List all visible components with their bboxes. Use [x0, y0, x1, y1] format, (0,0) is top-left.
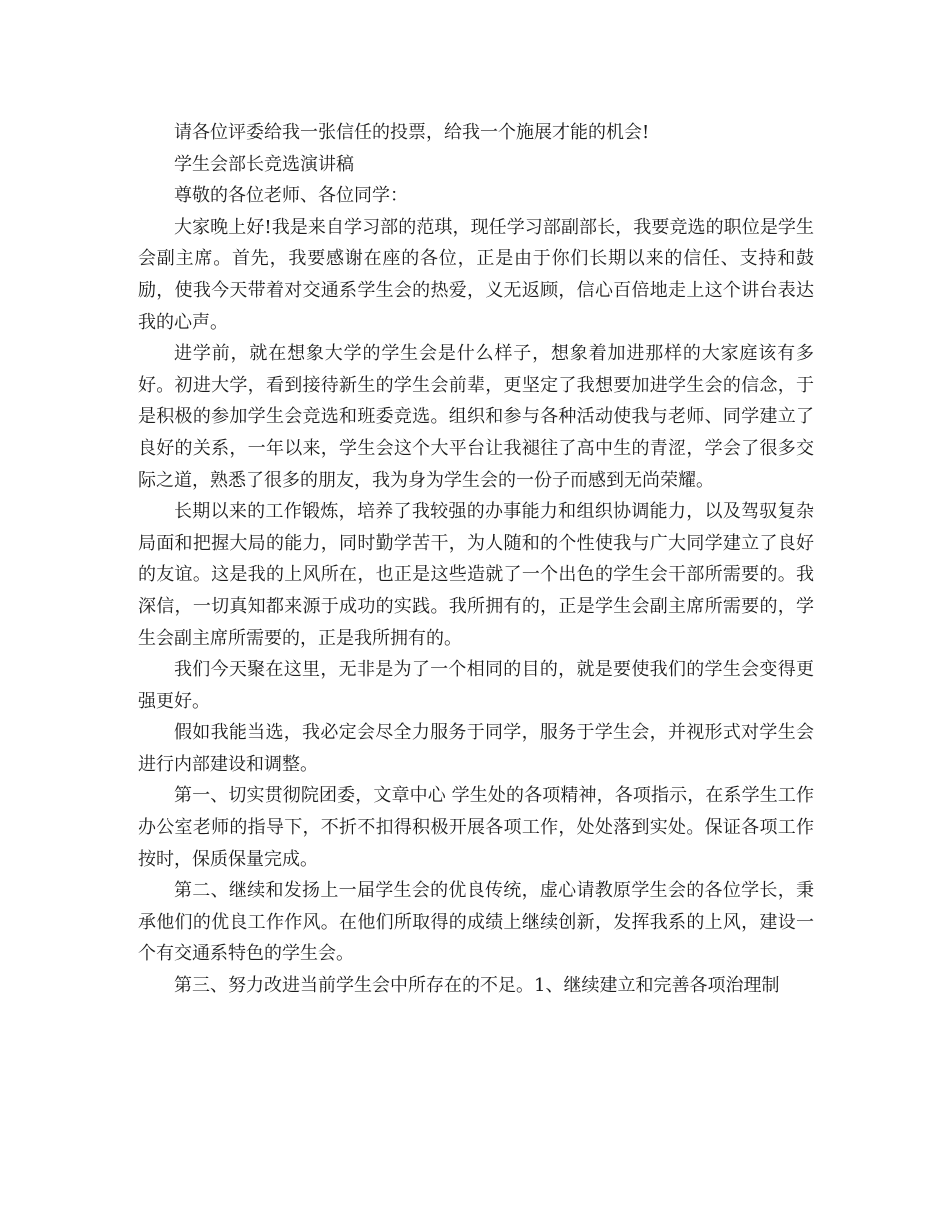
paragraph-commitment: 假如我能当选，我必定会尽全力服务于同学，服务于学生会，并视形式对学生会进行内部建设和调整。 — [138, 722, 814, 775]
paragraph-purpose: 我们今天聚在这里，无非是为了一个相同的目的，就是要使我们的学生会变得更强更好。 — [138, 659, 814, 712]
paragraph-background: 进学前，就在想象大学的学生会是什么样子，想象着加进那样的大家庭该有多好。初进大学，看到接待新生的学生会前辈，更坚定了我想要加进学生会的信念，于是积极的参加学生会竞选和班委竞选。组织和参与各种活动使我与老师、同学建立了良好的关系，一年以来，学生会这个大平台让我褪往了高中生的青涩，学会了很多交际之道，熟悉了很多的朋友，我为身为学生会的一份子而感到无尚荣耀。 — [138, 343, 814, 491]
paragraph-strengths: 长期以来的工作锻炼，培养了我较强的办事能力和组织协调能力，以及驾驭复杂局面和把握大局的能力，同时勤学苦干，为人随和的个性使我与广大同学建立了良好的友谊。这是我的上风所在，也正是这些造就了一个出色的学生会干部所需要的。我深信，一切真知都来源于成功的实践。我所拥有的，正是学生会副主席所需要的，学生会副主席所需要的，正是我所拥有的。 — [138, 501, 814, 649]
paragraph-point-two: 第二、继续和发扬上一届学生会的优良传统，虚心请教原学生会的各位学长，秉承他们的优良工作作风。在他们所取得的成绩上继续创新，发挥我系的上风，建设一个有交通系特色的学生会。 — [138, 880, 814, 965]
paragraph-closing-appeal: 请各位评委给我一张信任的投票，给我一个施展才能的机会! — [174, 122, 650, 143]
document-body — [138, 117, 814, 1002]
salutation: 尊敬的各位老师、各位同学： — [174, 185, 408, 207]
paragraph-point-one: 第一、切实贯彻院团委，文章中心 学生处的各项精神，各项指示，在系学生工作办公室老师的指导下，不折不扣得积极开展各项工作，处处落到实处。保证各项工作按时，保质保量完成。 — [138, 785, 814, 870]
paragraph-point-three: 第三、努力改进当前学生会中所存在的不足。1、继续建立和完善各项治理制 — [174, 975, 780, 997]
paragraph-introduction: 大家晚上好!我是来自学习部的范琪，现任学习部副部长，我要竞选的职位是学生会副主席。首先，我要感谢在座的各位，正是由于你们长期以来的信任、支持和鼓励，使我今天带着对交通系学生会的热爱，义无返顾，信心百倍地走上这个讲台表达我的心声。 — [138, 216, 814, 333]
speech-title: 学生会部长竞选演讲稿 — [174, 153, 354, 175]
